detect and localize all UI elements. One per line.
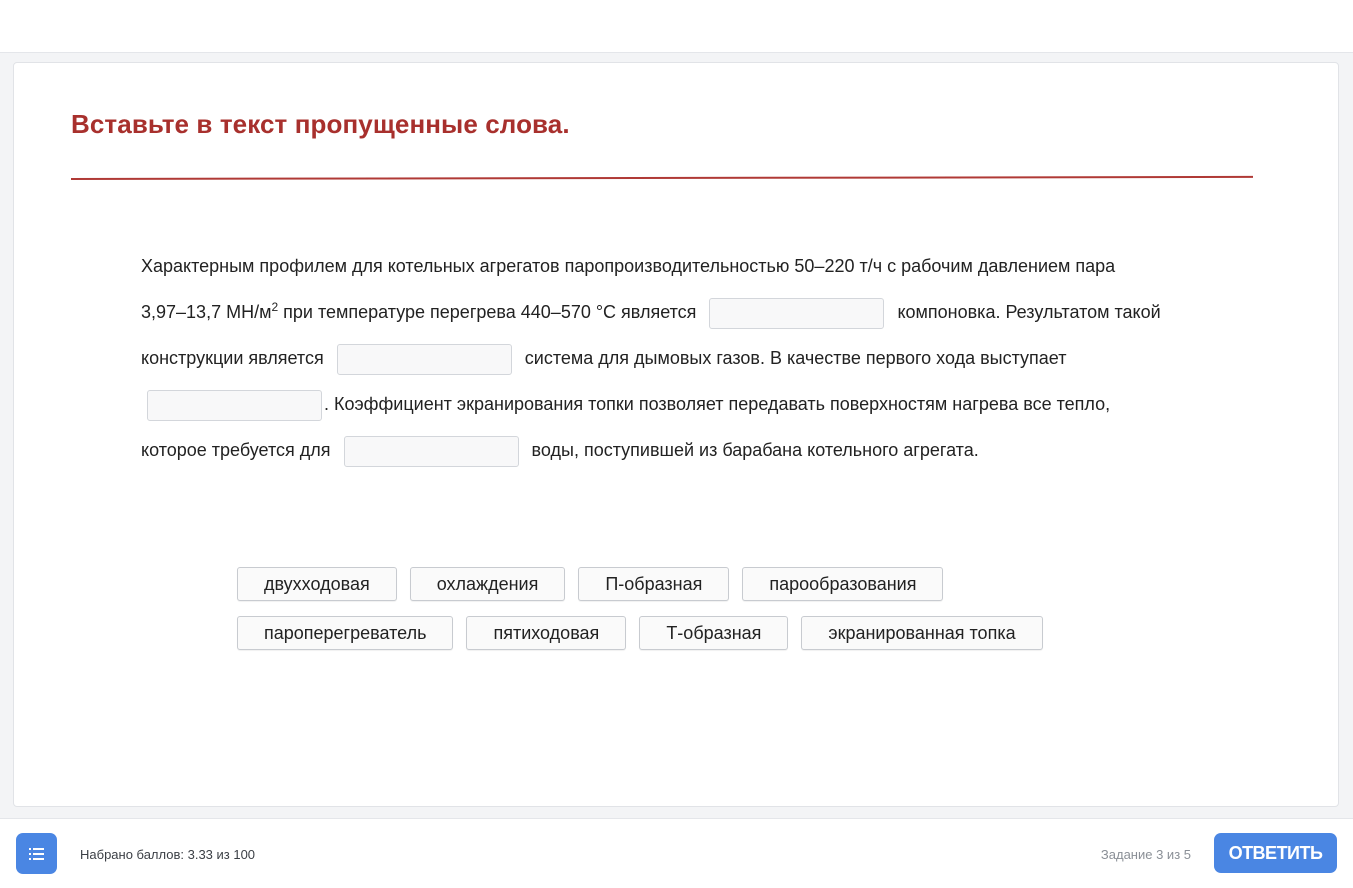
- word-option[interactable]: пароперегреватель: [237, 616, 453, 650]
- word-option[interactable]: экранированная топка: [801, 616, 1042, 650]
- title-divider: [71, 176, 1253, 180]
- list-icon: [28, 846, 46, 862]
- word-option[interactable]: охлаждения: [410, 567, 566, 601]
- question-text: [141, 243, 1231, 473]
- footer-bar: [0, 818, 1353, 888]
- text-segment: система для дымовых газов. В качестве первого хода выступает: [524, 348, 1067, 368]
- answer-blank-3[interactable]: [147, 390, 322, 421]
- questions-menu-button[interactable]: [16, 833, 57, 874]
- superscript: 2: [271, 300, 279, 314]
- question-card: [13, 62, 1339, 807]
- word-option[interactable]: Т-образная: [639, 616, 788, 650]
- word-bank: [237, 567, 1137, 665]
- text-segment: которое требуется для: [141, 440, 331, 460]
- submit-button[interactable]: ОТВЕТИТЬ: [1214, 833, 1337, 873]
- answer-blank-4[interactable]: [344, 436, 519, 467]
- answer-blank-2[interactable]: [337, 344, 512, 375]
- text-segment: воды, поступившей из барабана котельного агрегата.: [531, 440, 979, 460]
- word-option[interactable]: пятиходовая: [466, 616, 626, 650]
- score-label: Набрано баллов: 3.33 из 100: [80, 847, 256, 862]
- question-title: Вставьте в текст пропущенные слова.: [71, 109, 570, 139]
- progress-label: Задание 3 из 5: [1100, 847, 1191, 862]
- text-segment: 3,97–13,7 МН/м: [141, 302, 272, 322]
- answer-blank-1[interactable]: [709, 298, 884, 329]
- word-bank-row: [237, 616, 1137, 650]
- text-segment: Характерным профилем для котельных агрегатов паропроизводительностью 50–220 т/ч с рабочим давлением пара: [141, 256, 1116, 276]
- text-segment: конструкции является: [141, 348, 324, 368]
- word-option[interactable]: двухходовая: [237, 567, 397, 601]
- text-segment: при температуре перегрева 440–570 °С является: [278, 302, 697, 322]
- word-option[interactable]: парообразования: [742, 567, 943, 601]
- top-bar: [0, 0, 1353, 53]
- text-segment: компоновка. Результатом такой: [897, 302, 1161, 322]
- text-segment: . Коэффициент экранирования топки позволяет передавать поверхностям нагрева все тепло,: [324, 394, 1111, 414]
- word-bank-row: [237, 567, 1137, 601]
- word-option[interactable]: П-образная: [578, 567, 729, 601]
